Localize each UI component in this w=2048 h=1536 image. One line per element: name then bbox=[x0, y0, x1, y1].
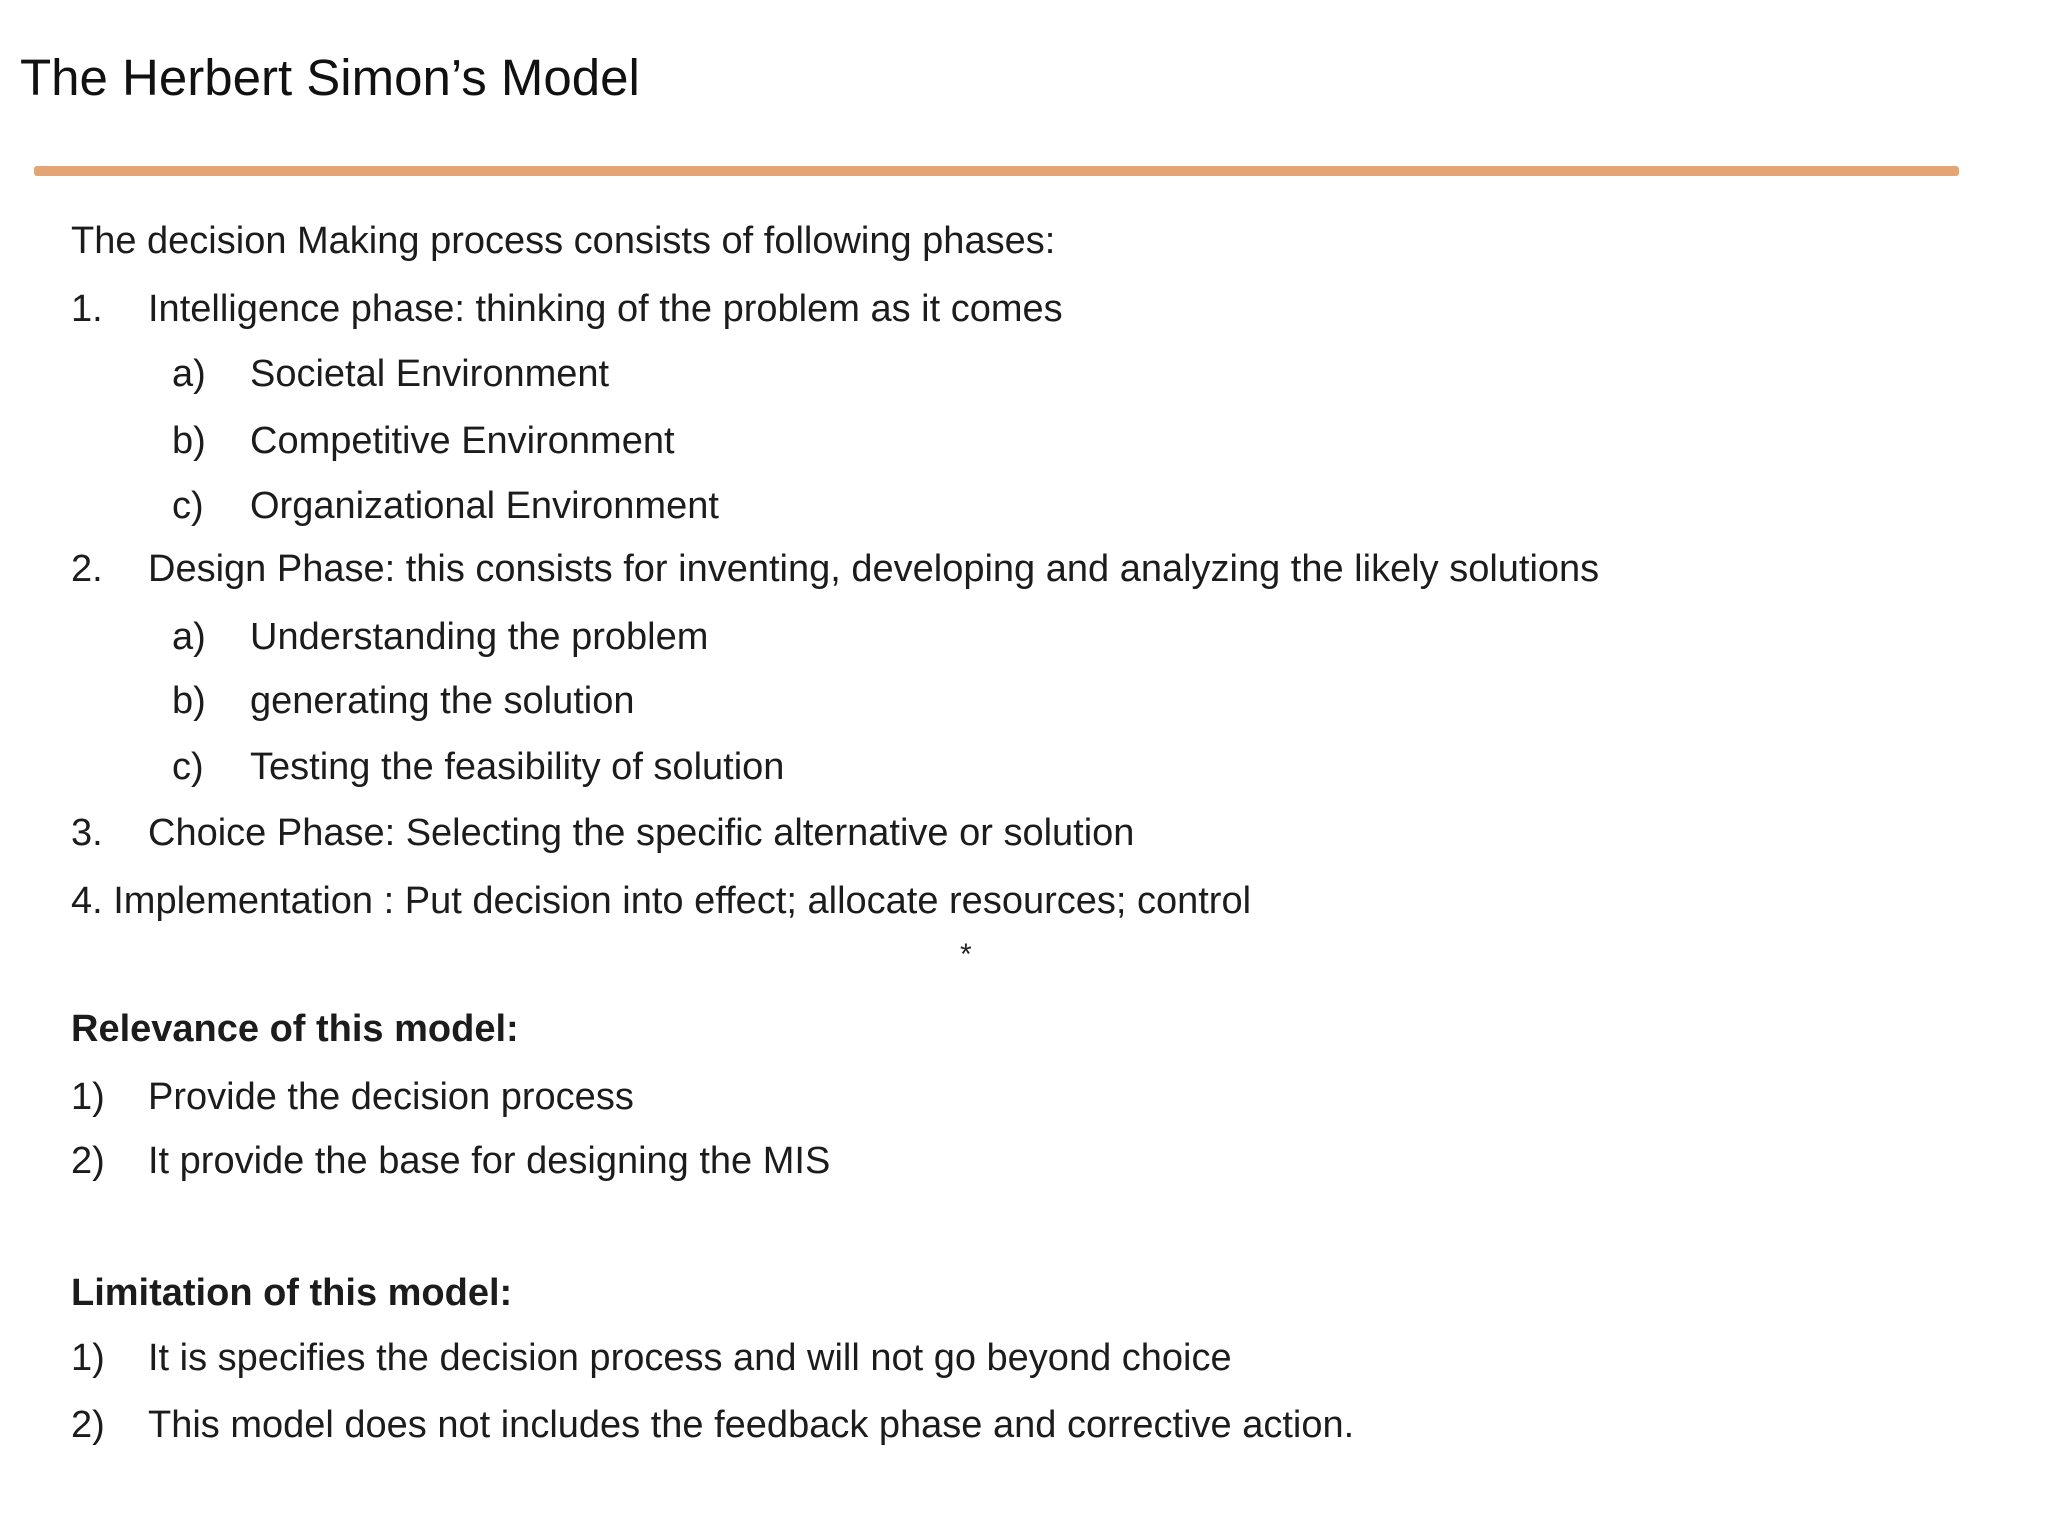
phase-1-text: Intelligence phase: thinking of the problem as it comes bbox=[148, 288, 1063, 330]
phase-1-sub-b-marker: b) bbox=[172, 420, 206, 462]
title-divider bbox=[34, 166, 1959, 176]
phase-1-sub-b-text: Competitive Environment bbox=[250, 420, 675, 462]
relevance-item-2-marker: 2) bbox=[71, 1140, 105, 1182]
phase-2-sub-a-text: Understanding the problem bbox=[250, 616, 709, 658]
limitation-item-2-marker: 2) bbox=[71, 1404, 105, 1446]
limitation-item-1-text: It is specifies the decision process and will not go beyond choice bbox=[148, 1337, 1232, 1379]
relevance-heading: Relevance of this model: bbox=[71, 1008, 519, 1050]
limitation-item-2-text: This model does not includes the feedback phase and corrective action. bbox=[148, 1404, 1355, 1446]
phase-2-sub-b-text: generating the solution bbox=[250, 680, 635, 722]
limitation-item-1-marker: 1) bbox=[71, 1337, 105, 1379]
phase-1-sub-a-text: Societal Environment bbox=[250, 353, 610, 395]
relevance-item-1-text: Provide the decision process bbox=[148, 1076, 634, 1118]
phase-2-sub-c-text: Testing the feasibility of solution bbox=[250, 746, 785, 788]
relevance-item-2-text: It provide the base for designing the MIS bbox=[148, 1140, 831, 1182]
phase-3-text: Choice Phase: Selecting the specific alternative or solution bbox=[148, 812, 1135, 854]
asterisk-mark: * bbox=[960, 938, 972, 971]
phase-1-marker: 1. bbox=[71, 288, 103, 330]
relevance-item-1-marker: 1) bbox=[71, 1076, 105, 1118]
implementation-text: 4. Implementation : Put decision into effect; allocate resources; control bbox=[71, 880, 1252, 922]
phase-2-text: Design Phase: this consists for inventing, developing and analyzing the likely solutions bbox=[148, 548, 1600, 590]
phase-3-marker: 3. bbox=[71, 812, 103, 854]
phase-2-sub-b-marker: b) bbox=[172, 680, 206, 722]
phase-1-sub-c-text: Organizational Environment bbox=[250, 485, 719, 527]
phase-2-sub-c-marker: c) bbox=[172, 746, 204, 788]
phase-2-marker: 2. bbox=[71, 548, 103, 590]
phase-1-sub-a-marker: a) bbox=[172, 353, 206, 395]
intro-text: The decision Making process consists of following phases: bbox=[71, 220, 1056, 262]
limitation-heading: Limitation of this model: bbox=[71, 1272, 513, 1314]
slide-title: The Herbert Simon’s Model bbox=[20, 49, 640, 106]
phase-1-sub-c-marker: c) bbox=[172, 485, 204, 527]
phase-2-sub-a-marker: a) bbox=[172, 616, 206, 658]
